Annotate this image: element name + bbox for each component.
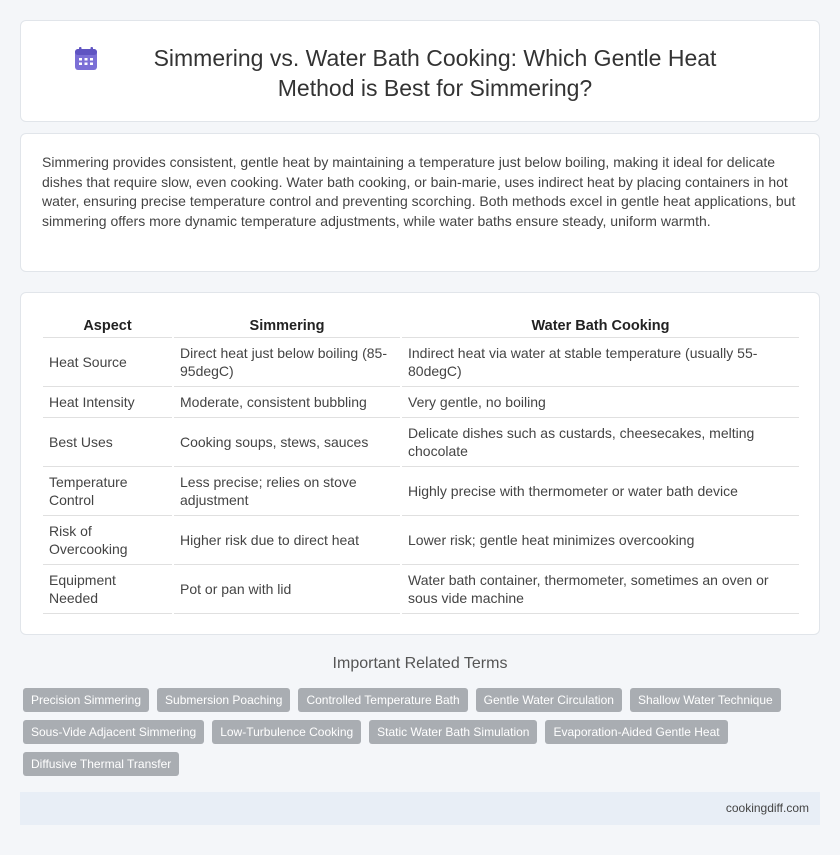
- related-terms-heading: Important Related Terms: [332, 655, 508, 672]
- related-term-tag[interactable]: Sous-Vide Adjacent Simmering: [23, 720, 204, 744]
- footer: [20, 792, 820, 825]
- cell-water-bath: Delicate dishes such as custards, cheesecakes, melting chocolate: [401, 417, 799, 466]
- intro-paragraph: Simmering provides consistent, gentle heat by maintaining a temperature just below boiling, making it ideal for delicate dishes that require slow, even cooking. Water bath cooking, or bain-marie, uses indirect heat by placing containers in hot water, ensuring precise temperature control and preventing scorching. Both methods excel in gentle heat applications, but simmering offers more dynamic temperature adjustments, while water baths ensure steady, uniform warmth.: [42, 154, 796, 229]
- table-row: [43, 417, 799, 466]
- cell-water-bath: Indirect heat via water at stable temperature (usually 55-80degC): [401, 337, 799, 386]
- related-term-tag[interactable]: Submersion Poaching: [157, 688, 290, 712]
- cell-simmering: Cooking soups, stews, sauces: [173, 417, 401, 466]
- table-header-row: [43, 315, 799, 337]
- comparison-table: [43, 315, 799, 614]
- related-term-tag[interactable]: Gentle Water Circulation: [476, 688, 622, 712]
- cell-aspect: Temperature Control: [43, 466, 173, 515]
- cell-water-bath: Highly precise with thermometer or water bath device: [401, 466, 799, 515]
- title-card: [20, 20, 820, 122]
- cell-simmering: Pot or pan with lid: [173, 564, 401, 613]
- page-title: Simmering vs. Water Bath Cooking: Which Gentle Heat Method is Best for Simmering?: [153, 45, 717, 101]
- table-row: [43, 564, 799, 613]
- cell-water-bath: Water bath container, thermometer, sometimes an oven or sous vide machine: [401, 564, 799, 613]
- header-water-bath: Water Bath Cooking: [401, 315, 799, 337]
- intro-card: [20, 133, 820, 272]
- related-term-tag[interactable]: Diffusive Thermal Transfer: [23, 752, 179, 776]
- table-row: [43, 386, 799, 417]
- related-terms-list: [23, 688, 813, 776]
- cell-water-bath: Very gentle, no boiling: [401, 386, 799, 417]
- related-term-tag[interactable]: Low-Turbulence Cooking: [212, 720, 361, 744]
- related-term-tag[interactable]: Precision Simmering: [23, 688, 149, 712]
- comparison-card: [20, 292, 820, 635]
- related-term-tag[interactable]: Evaporation-Aided Gentle Heat: [545, 720, 727, 744]
- calendar-icon: [73, 46, 99, 72]
- table-row: [43, 337, 799, 386]
- cell-aspect: Risk of Overcooking: [43, 515, 173, 564]
- cell-aspect: Heat Source: [43, 337, 173, 386]
- cell-water-bath: Lower risk; gentle heat minimizes overcooking: [401, 515, 799, 564]
- table-row: [43, 466, 799, 515]
- footer-site-link[interactable]: cookingdiff.com: [725, 801, 809, 815]
- header-aspect: Aspect: [43, 315, 173, 337]
- cell-simmering: Direct heat just below boiling (85-95degC): [173, 337, 401, 386]
- cell-aspect: Best Uses: [43, 417, 173, 466]
- related-term-tag[interactable]: Controlled Temperature Bath: [298, 688, 467, 712]
- cell-simmering: Less precise; relies on stove adjustment: [173, 466, 401, 515]
- table-row: [43, 515, 799, 564]
- related-term-tag[interactable]: Shallow Water Technique: [630, 688, 781, 712]
- related-term-tag[interactable]: Static Water Bath Simulation: [369, 720, 537, 744]
- cell-aspect: Equipment Needed: [43, 564, 173, 613]
- header-simmering: Simmering: [173, 315, 401, 337]
- cell-simmering: Higher risk due to direct heat: [173, 515, 401, 564]
- cell-simmering: Moderate, consistent bubbling: [173, 386, 401, 417]
- cell-aspect: Heat Intensity: [43, 386, 173, 417]
